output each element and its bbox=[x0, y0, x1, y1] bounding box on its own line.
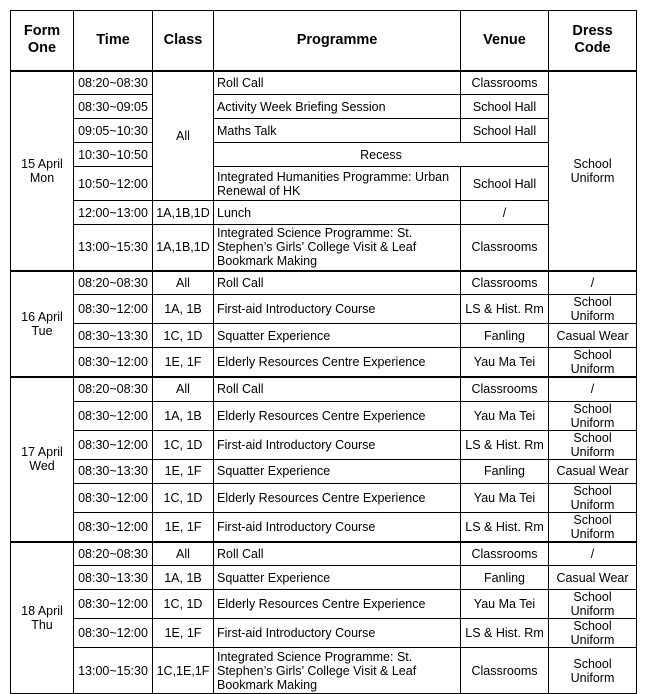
programme-cell: Integrated Science Programme: St. Stephen’s Girls’ College Visit & Leaf Bookmark Making bbox=[214, 225, 461, 271]
time-cell: 10:30~10:50 bbox=[74, 143, 153, 167]
class-cell: 1C, 1D bbox=[153, 483, 214, 512]
programme-cell: First-aid Introductory Course bbox=[214, 295, 461, 324]
programme-cell: Roll Call bbox=[214, 271, 461, 295]
venue-cell: Classrooms bbox=[461, 377, 549, 401]
venue-cell: Yau Ma Tei bbox=[461, 590, 549, 619]
programme-cell: Maths Talk bbox=[214, 119, 461, 143]
dress-code-cell: School Uniform bbox=[549, 295, 637, 324]
time-cell: 08:30~12:00 bbox=[74, 401, 153, 430]
header-row bbox=[11, 11, 637, 71]
header-dress-code: Dress Code bbox=[549, 11, 637, 71]
class-cell: 1C, 1D bbox=[153, 324, 214, 348]
time-cell: 08:30~12:00 bbox=[74, 512, 153, 542]
recess-cell: Recess bbox=[214, 143, 549, 167]
table-row bbox=[11, 512, 637, 542]
programme-cell: Elderly Resources Centre Experience bbox=[214, 590, 461, 619]
dress-code-cell: Casual Wear bbox=[549, 459, 637, 483]
dress-code-cell: School Uniform bbox=[549, 483, 637, 512]
table-row bbox=[11, 225, 637, 271]
time-cell: 08:30~09:05 bbox=[74, 95, 153, 119]
table-row bbox=[11, 295, 637, 324]
venue-cell: Classrooms bbox=[461, 542, 549, 566]
table-row bbox=[11, 377, 637, 401]
class-cell: 1A, 1B bbox=[153, 295, 214, 324]
venue-cell: LS & Hist. Rm bbox=[461, 512, 549, 542]
header-form-one: Form One bbox=[11, 11, 74, 71]
class-cell: 1E, 1F bbox=[153, 512, 214, 542]
venue-cell: / bbox=[461, 201, 549, 225]
table-row bbox=[11, 648, 637, 694]
dress-code-cell: / bbox=[549, 271, 637, 295]
time-cell: 08:30~12:00 bbox=[74, 295, 153, 324]
time-cell: 08:20~08:30 bbox=[74, 377, 153, 401]
table-row bbox=[11, 619, 637, 648]
header-programme: Programme bbox=[214, 11, 461, 71]
table-row bbox=[11, 542, 637, 566]
programme-cell: Squatter Experience bbox=[214, 459, 461, 483]
dress-code-cell: / bbox=[549, 377, 637, 401]
class-cell: 1C,1E,1F bbox=[153, 648, 214, 694]
dress-code-cell: School Uniform bbox=[549, 619, 637, 648]
time-cell: 10:50~12:00 bbox=[74, 167, 153, 201]
time-cell: 08:30~13:30 bbox=[74, 459, 153, 483]
day-cell: 16 April Tue bbox=[11, 271, 74, 378]
time-cell: 08:30~12:00 bbox=[74, 430, 153, 459]
programme-cell: Integrated Humanities Programme: Urban Renewal of HK bbox=[214, 167, 461, 201]
venue-cell: Fanling bbox=[461, 566, 549, 590]
table-row bbox=[11, 566, 637, 590]
programme-cell: Activity Week Briefing Session bbox=[214, 95, 461, 119]
time-cell: 08:30~13:30 bbox=[74, 566, 153, 590]
header-time: Time bbox=[74, 11, 153, 71]
programme-cell: Lunch bbox=[214, 201, 461, 225]
time-cell: 08:30~12:00 bbox=[74, 483, 153, 512]
programme-cell: Elderly Resources Centre Experience bbox=[214, 483, 461, 512]
venue-cell: School Hall bbox=[461, 119, 549, 143]
dress-code-cell: School Uniform bbox=[549, 401, 637, 430]
class-cell: 1E, 1F bbox=[153, 459, 214, 483]
time-cell: 08:20~08:30 bbox=[74, 271, 153, 295]
table-row bbox=[11, 348, 637, 378]
venue-cell: Classrooms bbox=[461, 225, 549, 271]
programme-cell: Squatter Experience bbox=[214, 324, 461, 348]
class-cell: 1A, 1B bbox=[153, 566, 214, 590]
programme-cell: Squatter Experience bbox=[214, 566, 461, 590]
programme-cell: Roll Call bbox=[214, 542, 461, 566]
class-cell: 1A,1B,1D bbox=[153, 225, 214, 271]
venue-cell: Fanling bbox=[461, 459, 549, 483]
programme-cell: First-aid Introductory Course bbox=[214, 430, 461, 459]
programme-cell: Elderly Resources Centre Experience bbox=[214, 348, 461, 378]
dress-code-cell: School Uniform bbox=[549, 71, 637, 271]
class-cell: 1E, 1F bbox=[153, 348, 214, 378]
time-cell: 08:30~12:00 bbox=[74, 590, 153, 619]
table-row bbox=[11, 167, 637, 201]
table-row bbox=[11, 401, 637, 430]
class-cell: 1A,1B,1D bbox=[153, 201, 214, 225]
time-cell: 13:00~15:30 bbox=[74, 225, 153, 271]
dress-code-cell: School Uniform bbox=[549, 348, 637, 378]
programme-cell: First-aid Introductory Course bbox=[214, 512, 461, 542]
programme-cell: Roll Call bbox=[214, 377, 461, 401]
table-row bbox=[11, 483, 637, 512]
class-cell: 1C, 1D bbox=[153, 430, 214, 459]
day-cell: 17 April Wed bbox=[11, 377, 74, 542]
class-cell: All bbox=[153, 377, 214, 401]
table-row bbox=[11, 119, 637, 143]
table-row bbox=[11, 95, 637, 119]
time-cell: 08:20~08:30 bbox=[74, 71, 153, 95]
header-venue: Venue bbox=[461, 11, 549, 71]
table-row bbox=[11, 430, 637, 459]
venue-cell: Classrooms bbox=[461, 648, 549, 694]
venue-cell: Fanling bbox=[461, 324, 549, 348]
dress-code-cell: / bbox=[549, 542, 637, 566]
dress-code-cell: School Uniform bbox=[549, 590, 637, 619]
time-cell: 09:05~10:30 bbox=[74, 119, 153, 143]
time-cell: 08:30~12:00 bbox=[74, 619, 153, 648]
table-row bbox=[11, 271, 637, 295]
class-cell: All bbox=[153, 542, 214, 566]
venue-cell: LS & Hist. Rm bbox=[461, 619, 549, 648]
day-cell: 15 April Mon bbox=[11, 71, 74, 271]
dress-code-cell: School Uniform bbox=[549, 430, 637, 459]
dress-code-cell: Casual Wear bbox=[549, 324, 637, 348]
venue-cell: School Hall bbox=[461, 95, 549, 119]
programme-cell: Integrated Science Programme: St. Stephen’s Girls’ College Visit & Leaf Bookmark Making bbox=[214, 648, 461, 694]
venue-cell: LS & Hist. Rm bbox=[461, 430, 549, 459]
table-row bbox=[11, 143, 637, 167]
time-cell: 08:30~12:00 bbox=[74, 348, 153, 378]
venue-cell: Classrooms bbox=[461, 271, 549, 295]
programme-cell: First-aid Introductory Course bbox=[214, 619, 461, 648]
table-row bbox=[11, 459, 637, 483]
venue-cell: Yau Ma Tei bbox=[461, 348, 549, 378]
class-cell: All bbox=[153, 271, 214, 295]
dress-code-cell: Casual Wear bbox=[549, 566, 637, 590]
day-cell: 18 April Thu bbox=[11, 542, 74, 694]
table-row bbox=[11, 590, 637, 619]
table-row bbox=[11, 71, 637, 95]
time-cell: 08:20~08:30 bbox=[74, 542, 153, 566]
activity-week-schedule-table bbox=[10, 10, 637, 694]
class-cell: 1E, 1F bbox=[153, 619, 214, 648]
venue-cell: School Hall bbox=[461, 167, 549, 201]
dress-code-cell: School Uniform bbox=[549, 512, 637, 542]
time-cell: 13:00~15:30 bbox=[74, 648, 153, 694]
header-class: Class bbox=[153, 11, 214, 71]
class-cell: All bbox=[153, 71, 214, 201]
time-cell: 08:30~13:30 bbox=[74, 324, 153, 348]
dress-code-cell: School Uniform bbox=[549, 648, 637, 694]
table-row bbox=[11, 324, 637, 348]
table-row bbox=[11, 201, 637, 225]
venue-cell: LS & Hist. Rm bbox=[461, 295, 549, 324]
programme-cell: Elderly Resources Centre Experience bbox=[214, 401, 461, 430]
class-cell: 1A, 1B bbox=[153, 401, 214, 430]
venue-cell: Yau Ma Tei bbox=[461, 483, 549, 512]
venue-cell: Yau Ma Tei bbox=[461, 401, 549, 430]
time-cell: 12:00~13:00 bbox=[74, 201, 153, 225]
venue-cell: Classrooms bbox=[461, 71, 549, 95]
class-cell: 1C, 1D bbox=[153, 590, 214, 619]
programme-cell: Roll Call bbox=[214, 71, 461, 95]
